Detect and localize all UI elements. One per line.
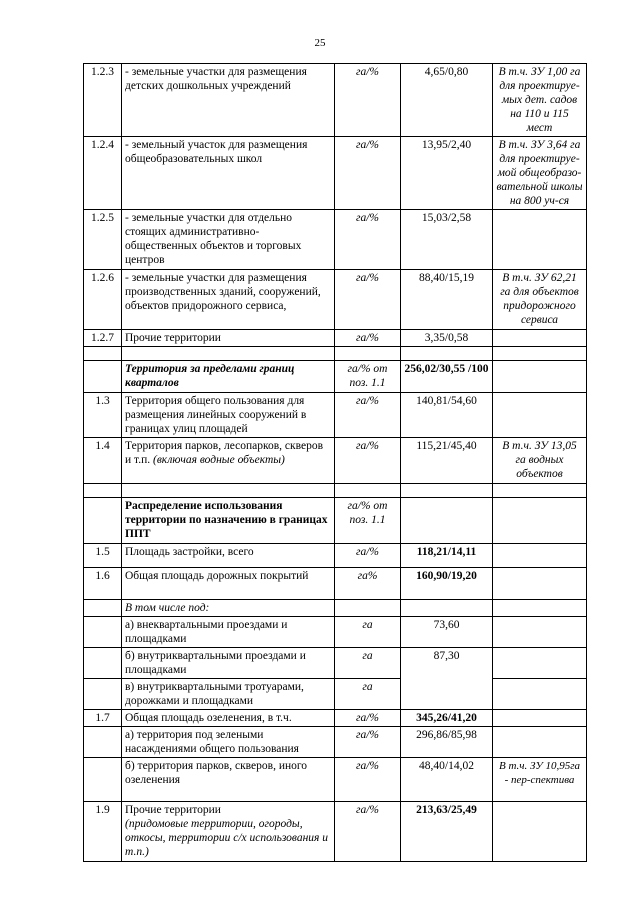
table-row	[84, 393, 587, 438]
row-value: 15,03/2,58	[401, 210, 493, 270]
table-row	[84, 758, 587, 802]
row-value: 48,40/14,02	[401, 758, 493, 802]
row-value: 87,30	[401, 648, 493, 710]
row-unit: га/%	[335, 438, 401, 484]
table-row	[84, 64, 587, 137]
row-name: а) территория под зелеными насаждениями общего пользования	[122, 727, 335, 758]
row-name: Площадь застройки, всего	[122, 544, 335, 568]
row-name-main: Территория парков, лесопарков, скверов и т.п.	[125, 440, 323, 466]
table-row	[84, 617, 587, 648]
row-number: 1.4	[84, 438, 122, 484]
row-note: В т.ч. ЗУ 13,05 га водных объектов	[493, 438, 587, 484]
row-unit: га	[335, 648, 401, 679]
row-unit: га/%	[335, 210, 401, 270]
table-row	[84, 137, 587, 210]
table-row	[84, 361, 587, 393]
row-name: в) внутриквартальными тротуарами, дорожками и площадками	[122, 679, 335, 710]
row-number: 1.2.7	[84, 330, 122, 347]
row-value: 345,26/41,20	[401, 710, 493, 727]
table-row	[84, 210, 587, 270]
table-row	[84, 270, 587, 330]
row-value: 140,81/54,60	[401, 393, 493, 438]
table-row	[84, 679, 587, 710]
row-unit: га/%	[335, 64, 401, 137]
row-unit: га/% от поз. 1.1	[335, 498, 401, 544]
table-row	[84, 802, 587, 862]
row-value: 256,02/30,55 /100	[401, 361, 493, 393]
row-value: 3,35/0,58	[401, 330, 493, 347]
row-name	[122, 438, 335, 484]
row-unit: га/%	[335, 802, 401, 862]
page-number: 25	[314, 37, 326, 49]
row-note	[493, 210, 587, 270]
empty-row	[84, 347, 587, 361]
land-use-table	[83, 63, 587, 862]
row-unit: га	[335, 617, 401, 648]
row-unit: га%	[335, 568, 401, 600]
empty-row	[84, 484, 587, 498]
row-name: б) территория парков, скверов, иного озеленения	[122, 758, 335, 802]
row-unit: га/% от поз. 1.1	[335, 361, 401, 393]
row-unit: га/%	[335, 710, 401, 727]
table-row	[84, 648, 587, 679]
row-name: - земельные участки для отдельно стоящих административно-общественных объектов и торговых центров	[122, 210, 335, 270]
row-unit: га/%	[335, 393, 401, 438]
row-name: Территория за пределами границ кварталов	[122, 361, 335, 393]
row-name: Распределение использования территории по назначению в границах ППТ	[122, 498, 335, 544]
row-value: 160,90/19,20	[401, 568, 493, 600]
row-value: 4,65/0,80	[401, 64, 493, 137]
row-unit: га	[335, 679, 401, 710]
row-number: 1.9	[84, 802, 122, 862]
row-number: 1.2.3	[84, 64, 122, 137]
table-row	[84, 600, 587, 617]
row-name-note: (включая водные объекты)	[152, 454, 285, 466]
table-row	[84, 727, 587, 758]
row-name: а) внеквартальными проездами и площадками	[122, 617, 335, 648]
row-number: 1.3	[84, 393, 122, 438]
table-row	[84, 544, 587, 568]
row-value: 88,40/15,19	[401, 270, 493, 330]
row-note: В т.ч. ЗУ 62,21 га для объектов придорожного сервиса	[493, 270, 587, 330]
row-value: 213,63/25,49	[401, 802, 493, 862]
table-row	[84, 438, 587, 484]
row-name: Общая площадь дорожных покрытий	[122, 568, 335, 600]
row-name-main: Прочие территории	[125, 804, 221, 816]
row-unit: га/%	[335, 270, 401, 330]
row-value: 296,86/85,98	[401, 727, 493, 758]
row-note: В т.ч. ЗУ 1,00 га для проектируе-мых дет. садов на 110 и 115 мест	[493, 64, 587, 137]
row-name: - земельные участки для размещения производственных зданий, сооружений, объектов придорожного сервиса,	[122, 270, 335, 330]
row-name-note: (придомовые территории, огороды, откосы, территории с/х использования и т.п.)	[125, 818, 328, 858]
row-name: - земельные участки для размещения детских дошкольных учреждений	[122, 64, 335, 137]
row-number: 1.5	[84, 544, 122, 568]
row-name	[122, 802, 335, 862]
row-name: Общая площадь озеленения, в т.ч.	[122, 710, 335, 727]
row-number: 1.7	[84, 710, 122, 727]
table-row	[84, 568, 587, 600]
row-number: 1.2.5	[84, 210, 122, 270]
row-name: Прочие территории	[122, 330, 335, 347]
row-unit: га/%	[335, 137, 401, 210]
row-number: 1.2.4	[84, 137, 122, 210]
row-unit: га/%	[335, 544, 401, 568]
row-value: 73,60	[401, 617, 493, 648]
row-note: В т.ч. ЗУ 3,64 га для проектируе-мой общеобразо-вательной школы на 800 уч-ся	[493, 137, 587, 210]
row-number: 1.2.6	[84, 270, 122, 330]
row-number: 1.6	[84, 568, 122, 600]
table-row	[84, 330, 587, 347]
row-note: В т.ч. ЗУ 10,95га - пер-спектива	[493, 758, 587, 802]
row-value: 115,21/45,40	[401, 438, 493, 484]
row-value: 13,95/2,40	[401, 137, 493, 210]
row-name: - земельный участок для размещения общеобразовательных школ	[122, 137, 335, 210]
row-name: Территория общего пользования для размещения линейных сооружений в границах улиц площадей	[122, 393, 335, 438]
row-unit: га/%	[335, 330, 401, 347]
row-unit: га/%	[335, 727, 401, 758]
row-name: б) внутриквартальными проездами и площадками	[122, 648, 335, 679]
table-row	[84, 710, 587, 727]
row-note	[493, 330, 587, 347]
row-value: 118,21/14,11	[401, 544, 493, 568]
row-unit: га/%	[335, 758, 401, 802]
table-row	[84, 498, 587, 544]
row-name: В том числе под:	[122, 600, 335, 617]
